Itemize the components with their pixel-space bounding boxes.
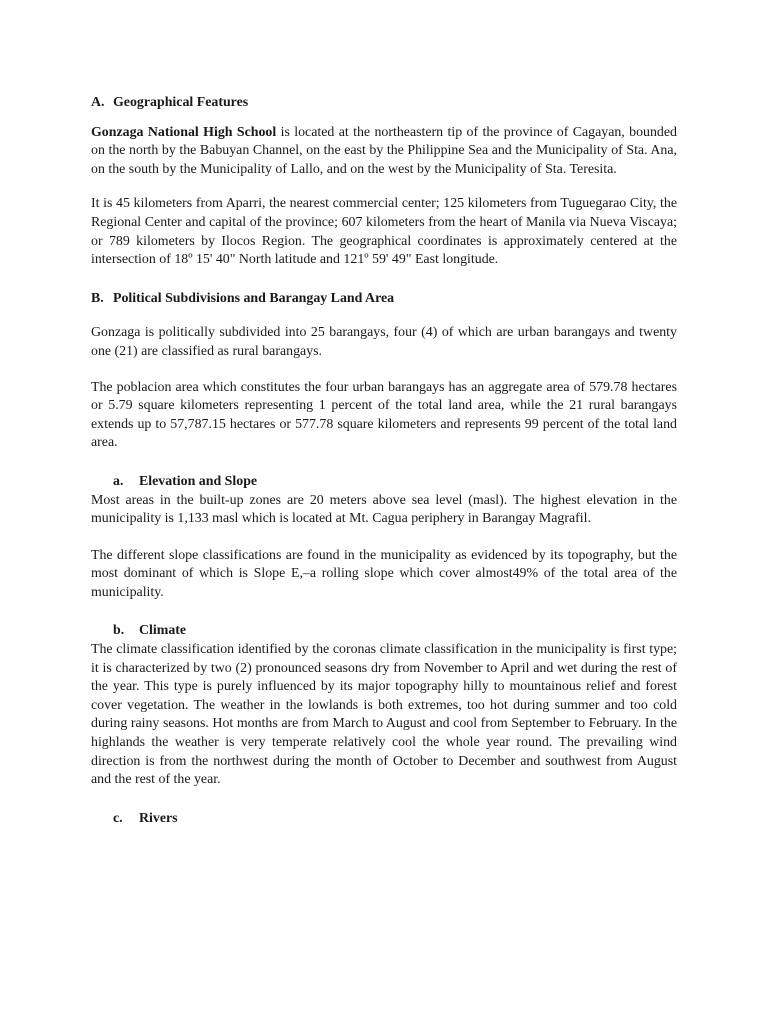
subsection-heading-elevation-slope <box>91 473 677 492</box>
section-heading-political-subdivisions <box>91 290 677 309</box>
section-marker: A. <box>91 95 105 110</box>
paragraph-slope: The different slope classifications are found in the municipality as evidenced by its topography, but the most dominant of which is Slope E,–a rolling slope which cover almost49% of the total area of the municipality. <box>91 547 677 600</box>
subsection-heading-climate <box>91 622 677 641</box>
section-heading-geographical-features <box>91 94 677 113</box>
subsection-title: Rivers <box>139 810 178 826</box>
school-name: Gonzaga National High School <box>91 124 277 140</box>
subsection-heading-rivers <box>91 810 677 829</box>
subsection-title: Elevation and Slope <box>139 473 258 489</box>
document-page <box>91 84 677 828</box>
paragraph-distances: It is 45 kilometers from Aparri, the nearest commercial center; 125 kilometers from Tuguegarao City, the Regional Center and capital of the province; 607 kilometers from the heart of Manila via Nueva Viscaya; or 789 kilometers by Ilocos Region. The geographical coordinates is approximately centered at the intersection of 18º 15' 40" North latitude and 121º 59' 49" East longitude. <box>91 196 677 268</box>
subsection-marker: a. <box>113 473 124 489</box>
paragraph-climate: The climate classification identified by the coronas climate classification in the municipality is first type; it is characterized by two (2) pronounced seasons dry from November to April and wet during the rest of the year. This type is purely influenced by its major topography hilly to mountainous relief and forest cover vegetation. The weather in the lowlands is both extremes, too hot during summer and too cold during rainy seasons. Hot months are from March to August and cool from September to February. In the highlands the weather is very temperate relatively cool the whole year round. The prevailing wind direction is from the northwest during the month of October to December and southwest from August and the rest of the year. <box>91 642 677 788</box>
paragraph-location <box>91 124 677 180</box>
section-marker: B. <box>91 290 104 306</box>
paragraph-land-area: The poblacion area which constitutes the four urban barangays has an aggregate area of 579.78 hectares or 5.79 square kilometers representing 1 percent of the total land area, while the 21 rural barangays extends up to 57,787.15 hectares or 577.78 square kilometers and represents 99 percent of the total land area. <box>91 379 677 451</box>
paragraph-text: is located at the northeastern tip of the province of Cagayan, bounded on the north by the Babuyan Channel, on the east by the Philippine Sea and the Municipality of Sta. Ana, on the south by the Municipality of Lallo, and on the west by the Municipality of Sta. Teresita. <box>91 124 677 177</box>
subsection-marker: b. <box>113 623 125 639</box>
section-title: Geographical Features <box>113 95 249 110</box>
paragraph-barangays: Gonzaga is politically subdivided into 25 barangays, four (4) of which are urban barangays and twenty one (21) are classified as rural barangays. <box>91 325 677 359</box>
section-title: Political Subdivisions and Barangay Land Area <box>113 290 395 306</box>
paragraph-elevation: Most areas in the built-up zones are 20 meters above sea level (masl). The highest elevation in the municipality is 1,133 masl which is located at Mt. Cagua periphery in Barangay Magrafil. <box>91 492 677 527</box>
subsection-marker: c. <box>113 810 123 826</box>
subsection-title: Climate <box>139 623 187 639</box>
